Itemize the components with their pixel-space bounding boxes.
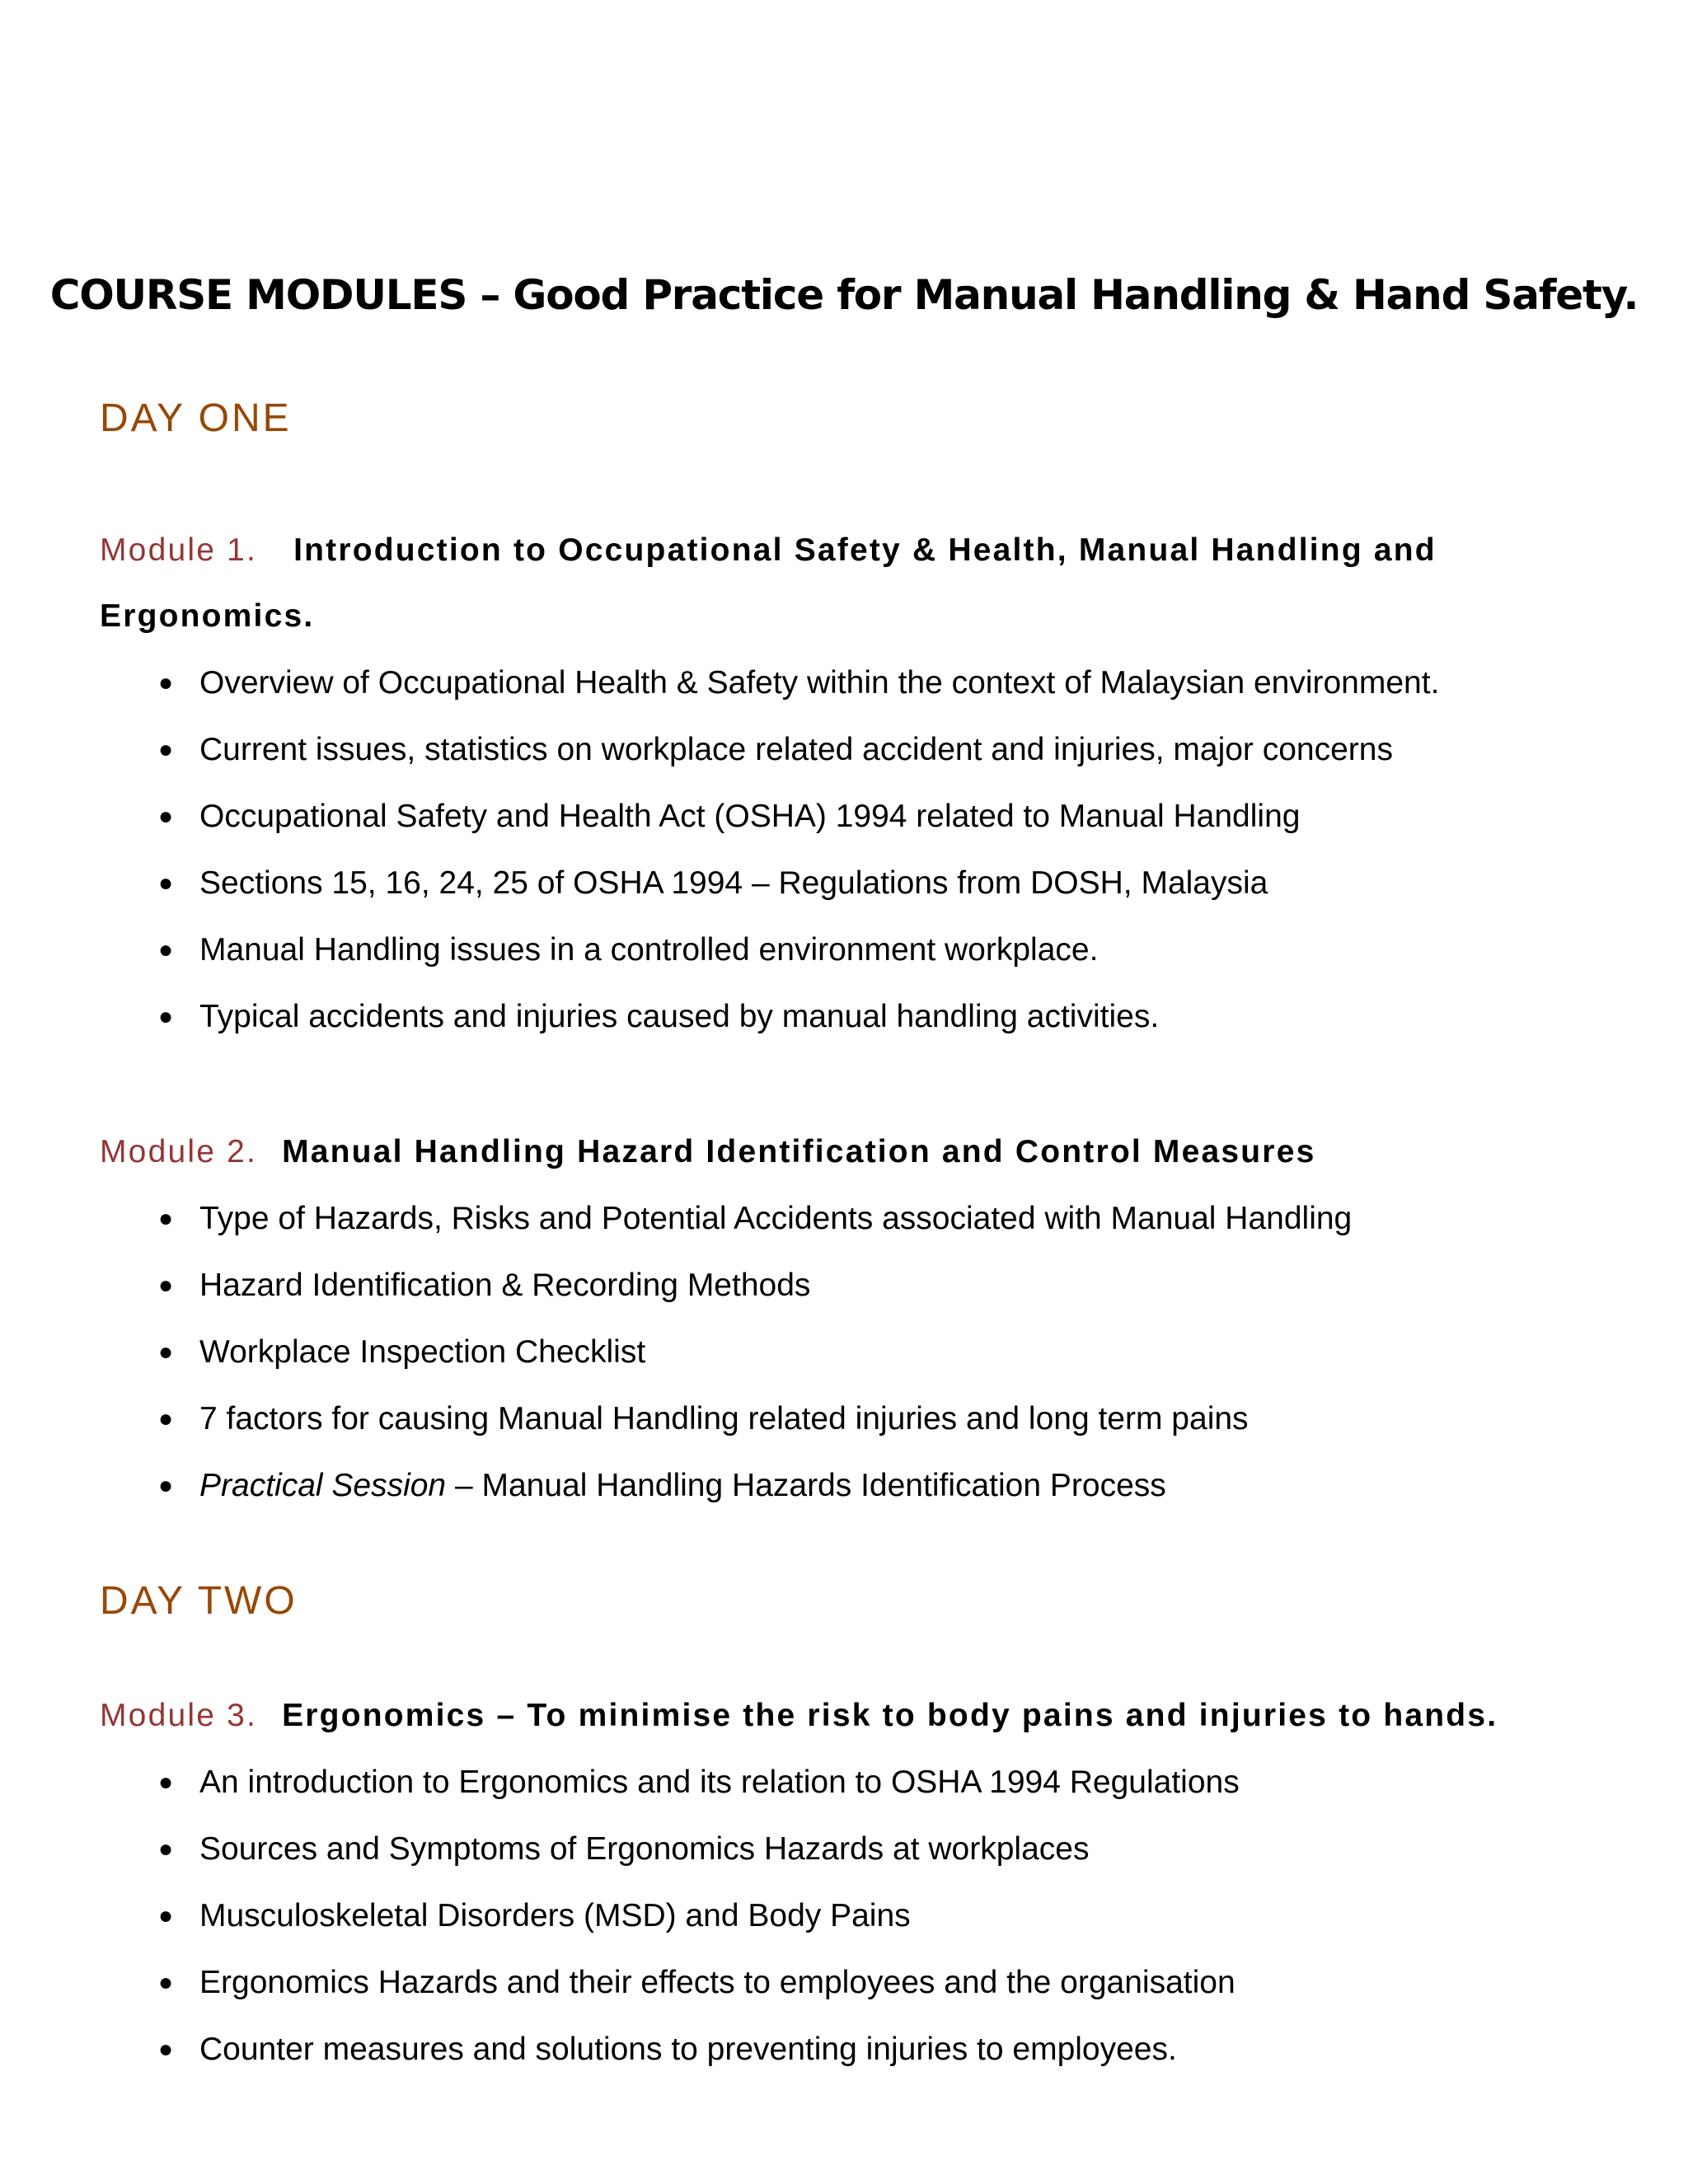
bullet-icon: ●	[158, 1769, 174, 1796]
module-3-heading	[100, 1683, 1600, 1749]
bullet-icon: ●	[158, 936, 174, 963]
bullet-icon: ●	[158, 2036, 174, 2063]
module-2-heading	[100, 1119, 1600, 1185]
list-item: ● Typical accidents and injuries caused by manual handling activities.	[100, 983, 1600, 1050]
bullet-icon: ●	[158, 869, 174, 897]
day-one-heading: DAY ONE	[100, 396, 292, 440]
list-item: ● Occupational Safety and Health Act (OSHA) 1994 related to Manual Handling	[100, 783, 1600, 850]
module-1-topic-list	[100, 649, 1600, 1050]
list-item: ● Musculoskeletal Disorders (MSD) and Body Pains	[100, 1882, 1600, 1949]
list-item: ● Sources and Symptoms of Ergonomics Hazards at workplaces	[100, 1816, 1600, 1882]
list-item: ● Current issues, statistics on workplace related accident and injuries, major concerns	[100, 716, 1600, 783]
list-item: ● An introduction to Ergonomics and its relation to OSHA 1994 Regulations	[100, 1749, 1600, 1816]
document-title: COURSE MODULES – Good Practice for Manual Handling & Hand Safety.	[49, 271, 1639, 319]
module-1-heading	[100, 518, 1600, 649]
bullet-icon: ●	[158, 736, 174, 763]
day-two-heading: DAY TWO	[100, 1579, 298, 1623]
practical-session-label: Practical Session	[199, 1468, 447, 1503]
bullet-icon: ●	[158, 1902, 174, 1929]
list-item: ● Type of Hazards, Risks and Potential Accidents associated with Manual Handling	[100, 1185, 1600, 1252]
practical-session-text: – Manual Handling Hazards Identification Process	[446, 1468, 1166, 1503]
list-item: ● Sections 15, 16, 24, 25 of OSHA 1994 – Regulations from DOSH, Malaysia	[100, 850, 1600, 916]
list-item: ● Overview of Occupational Health & Safety within the context of Malaysian environment.	[100, 649, 1600, 716]
bullet-icon: ●	[158, 1205, 174, 1232]
list-item-practical-session	[100, 1452, 1600, 1519]
list-item: ● Manual Handling issues in a controlled environment workplace.	[100, 916, 1600, 983]
list-item: ● Workplace Inspection Checklist	[100, 1319, 1600, 1385]
module-1-number: Module 1.	[100, 532, 258, 568]
module-2-topic-list	[100, 1185, 1600, 1519]
module-1-title: Introduction to Occupational Safety & Health, Manual Handling and Ergonomics.	[100, 532, 1437, 634]
list-item: ● Hazard Identification & Recording Methods	[100, 1252, 1600, 1319]
bullet-icon: ●	[158, 1003, 174, 1030]
module-2-number: Module 2.	[100, 1134, 258, 1169]
list-item: ● 7 factors for causing Manual Handling related injuries and long term pains	[100, 1385, 1600, 1452]
module-2-title: Manual Handling Hazard Identification and Control Measures	[282, 1134, 1316, 1169]
bullet-icon: ●	[158, 1338, 174, 1366]
bullet-icon: ●	[158, 1272, 174, 1299]
list-item: ● Counter measures and solutions to preventing injuries to employees.	[100, 2016, 1600, 2083]
module-3-title: Ergonomics – To minimise the risk to body pains and injuries to hands.	[282, 1698, 1498, 1733]
bullet-icon: ●	[158, 1835, 174, 1863]
bullet-icon: ●	[158, 803, 174, 830]
bullet-icon: ●	[158, 1472, 174, 1499]
bullet-icon: ●	[158, 1969, 174, 1996]
module-3-topic-list	[100, 1749, 1600, 2083]
bullet-icon: ●	[158, 669, 174, 696]
module-3-number: Module 3.	[100, 1698, 258, 1733]
list-item: ● Ergonomics Hazards and their effects to employees and the organisation	[100, 1949, 1600, 2016]
bullet-icon: ●	[158, 1405, 174, 1432]
